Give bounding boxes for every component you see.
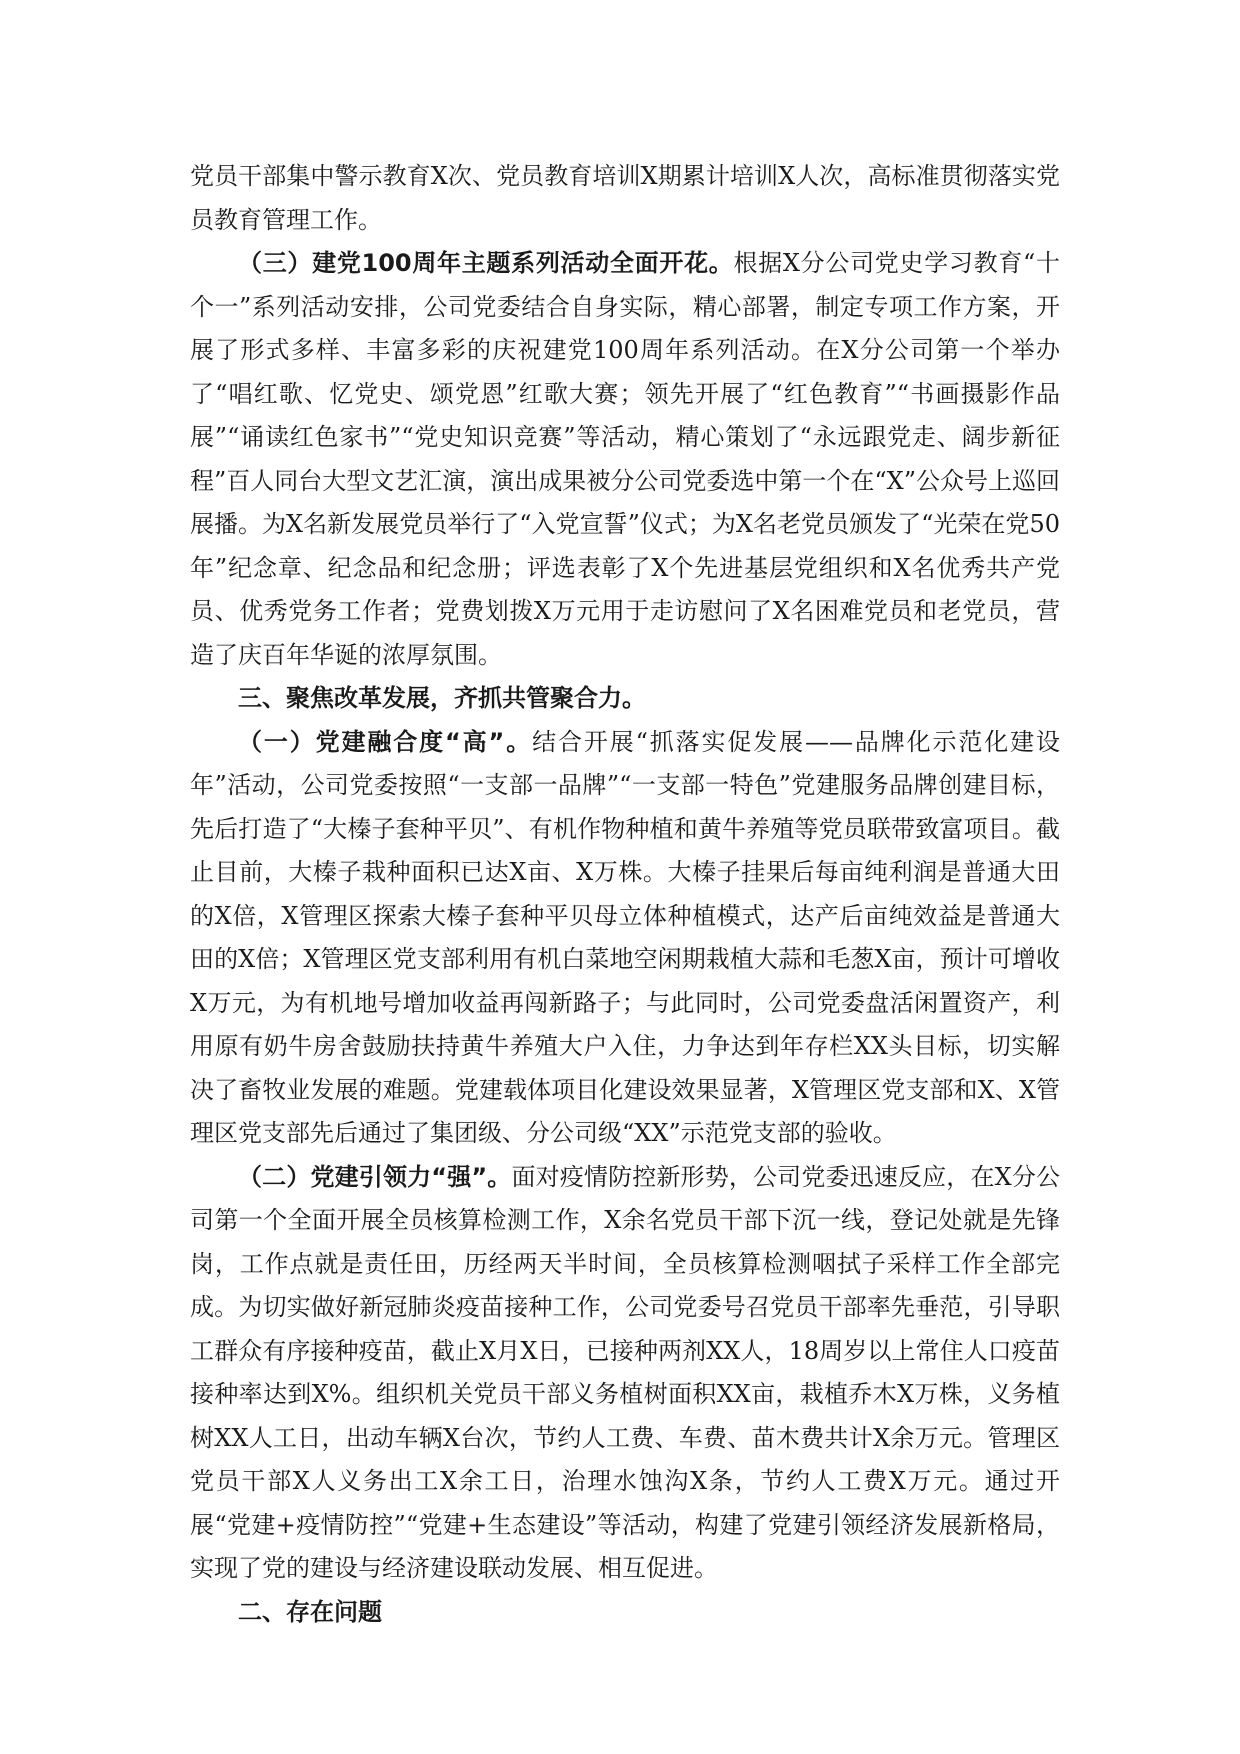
paragraph-2 bbox=[190, 242, 1060, 677]
paragraph-2-body: 根据X分公司党史学习教育“十个一”系列活动安排，公司党委结合自身实际，精心部署，制定专项工作方案，开展了形式多样、丰富多彩的庆祝建党100周年系列活动。在X分公司第一个举办了“唱红歌、忆党史、颂党恩”红歌大赛；领先开展了“红色教育”“书画摄影作品展”“诵读红色家书”“党史知识竞赛”等活动，精心策划了“永远跟党走、阔步新征程”百人同台大型文艺汇演，演出成果被分公司党委选中第一个在“X”公众号上巡回展播。为X名新发展党员举行了“入党宣誓”仪式；为X名老党员颁发了“光荣在党50年”纪念章、纪念品和纪念册；评选表彰了X个先进基层党组织和X名优秀共产党员、优秀党务工作者；党费划拨X万元用于走访慰问了X名困难党员和老党员，营造了庆百年华诞的浓厚氛围。 bbox=[190, 249, 1060, 669]
paragraph-4-body: 面对疫情防控新形势，公司党委迅速反应，在X分公司第一个全面开展全员核算检测工作，X余名党员干部下沉一线，登记处就是先锋岗，工作点就是责任田，历经两天半时间，全员核算检测咽拭子采样工作全部完成。为切实做好新冠肺炎疫苗接种工作，公司党委号召党员干部率先垂范，引导职工群众有序接种疫苗，截止X月X日，已接种两剂XX人，18周岁以上常住人口疫苗接种率达到X%。组织机关党员干部义务植树面积XX亩，栽植乔木X万株，义务植树XX人工日，出动车辆X台次，节约人工费、车费、苗木费共计X余万元。管理区党员干部X人义务出工X余工日，治理水蚀沟X条，节约人工费X万元。通过开展“党建+疫情防控”“党建+生态建设”等活动，构建了党建引领经济发展新格局，实现了党的建设与经济建设联动发展、相互促进。 bbox=[190, 1162, 1061, 1582]
paragraph-3 bbox=[190, 721, 1060, 1156]
paragraph-1: 党员干部集中警示教育X次、党员教育培训X期累计培训X人次，高标准贯彻落实党员教育管理工作。 bbox=[190, 162, 1060, 234]
paragraph-2-heading: （三）建党100周年主题系列活动全面开花。 bbox=[238, 249, 734, 277]
paragraph-4-heading: （二）党建引领力“强”。 bbox=[238, 1162, 512, 1191]
paragraph-3-heading: （一）党建融合度“高”。 bbox=[238, 727, 533, 756]
section-2-title: 二、存在问题 bbox=[238, 1597, 382, 1626]
paragraph-3-body: 结合开展“抓落实促发展——品牌化示范化建设年”活动，公司党委按照“一支部一品牌”“一支部一特色”党建服务品牌创建目标，先后打造了“大榛子套种平贝”、有机作物种植和黄牛养殖等党员联带致富项目。截止目前，大榛子栽种面积已达X亩、X万株。大榛子挂果后每亩纯利润是普通大田的X倍，X管理区探索大榛子套种平贝母立体种植模式，达产后亩纯效益是普通大田的X倍；X管理区党支部利用有机白菜地空闲期栽植大蒜和毛葱X亩，预计可增收X万元，为有机地号增加收益再闯新路子；与此同时，公司党委盘活闲置资产，利用原有奶牛房舍鼓励扶持黄牛养殖大户入住，力争达到年存栏XX头目标，切实解决了畜牧业发展的难题。党建载体项目化建设效果显著，X管理区党支部和X、X管理区党支部先后通过了集团级、分公司级“XX”示范党支部的验收。 bbox=[190, 727, 1061, 1147]
document-body bbox=[190, 155, 1060, 1634]
paragraph-4 bbox=[190, 1156, 1060, 1591]
section-3-title: 三、聚焦改革发展，齐抓共管聚合力。 bbox=[238, 684, 646, 712]
